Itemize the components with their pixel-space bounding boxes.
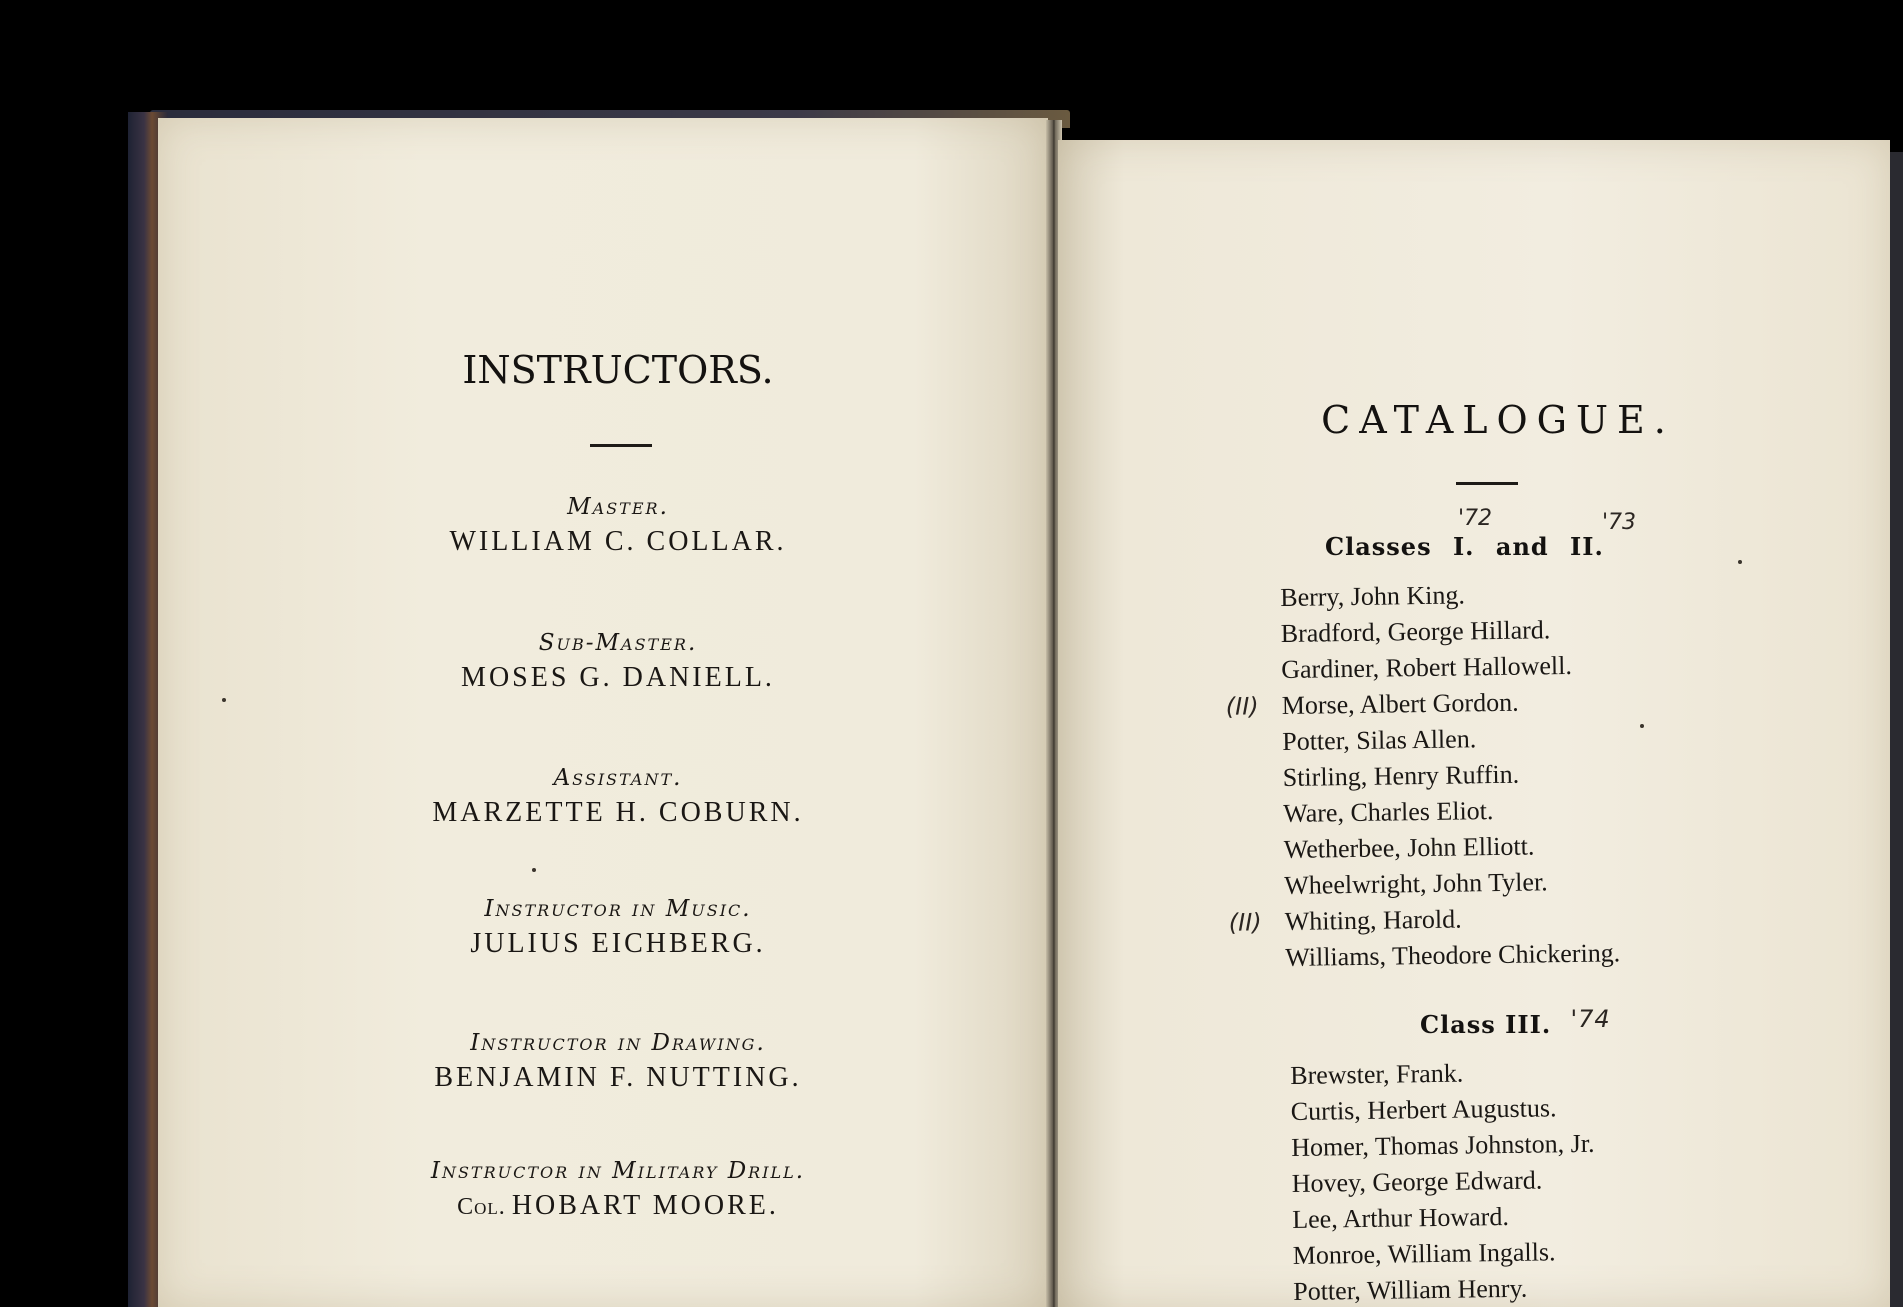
instructor-entry-military-drill <box>358 1158 878 1222</box>
instructor-name: BENJAMIN F. NUTTING. <box>434 1062 802 1093</box>
student-name: Ware, Charles Eliot. <box>1283 796 1494 828</box>
paper-speck <box>1640 724 1644 728</box>
student-name: Wheelwright, John Tyler. <box>1284 867 1548 900</box>
student-name: Potter, Silas Allen. <box>1282 724 1477 756</box>
class-iii-heading <box>1420 1005 1611 1039</box>
instructor-entry-drawing <box>358 1030 878 1094</box>
instructor-name-text: HOBART MOORE. <box>511 1190 779 1221</box>
list-item <box>1291 1090 1595 1130</box>
role-label: Sub-Master. <box>538 630 698 656</box>
handwritten-mark: (II) <box>1228 908 1262 937</box>
instructors-title: INSTRUCTORS. <box>462 348 774 392</box>
student-name: Lee, Arthur Howard. <box>1292 1201 1510 1234</box>
student-name: Hovey, George Edward. <box>1291 1165 1543 1198</box>
student-name: Whiting, Harold. <box>1284 904 1462 936</box>
catalogue-title-rule <box>1456 482 1518 485</box>
instructor-name: JULIUS EICHBERG. <box>470 928 766 959</box>
role-label: Assistant. <box>553 765 683 791</box>
list-item <box>1292 1198 1596 1238</box>
classes-word: Classes <box>1325 532 1432 561</box>
student-name: Monroe, William Ingalls. <box>1292 1237 1556 1270</box>
role-label: Instructor in Music. <box>484 896 752 922</box>
student-name: Brewster, Frank. <box>1290 1058 1464 1090</box>
list-item <box>1281 647 1616 688</box>
catalogue-title: CATALOGUE. <box>1321 398 1675 442</box>
student-name: Stirling, Henry Ruffin. <box>1282 759 1520 792</box>
list-item <box>1290 1054 1594 1094</box>
role-label: Master. <box>567 494 669 520</box>
list-item <box>1285 935 1620 976</box>
list-item <box>1293 1270 1597 1307</box>
class-iii-list <box>1290 1054 1597 1307</box>
student-name: Gardiner, Robert Hallowell. <box>1281 650 1573 684</box>
and-word: and <box>1495 532 1549 561</box>
student-name: Morse, Albert Gordon. <box>1281 687 1519 720</box>
instructor-entry-assistant <box>358 765 878 829</box>
handwritten-year-73: '73 <box>1602 510 1637 535</box>
classes-i-ii-heading <box>1325 532 1604 561</box>
paper-speck <box>222 698 226 702</box>
list-item <box>1284 863 1619 904</box>
instructor-entry-sub-master <box>358 630 878 694</box>
list-item <box>1282 719 1617 760</box>
list-item <box>1293 1234 1597 1274</box>
student-name: Williams, Theodore Chickering. <box>1285 938 1621 972</box>
list-item <box>1228 899 1620 940</box>
handwritten-year-72: '72 <box>1458 506 1493 531</box>
classes-i-ii-list <box>1225 575 1621 976</box>
student-name: Potter, William Henry. <box>1293 1273 1528 1306</box>
list-item <box>1284 827 1619 868</box>
student-name: Curtis, Herbert Augustus. <box>1290 1093 1557 1126</box>
paper-speck <box>532 868 536 872</box>
class-iii-label: Class III. <box>1420 1010 1552 1039</box>
list-item <box>1292 1162 1596 1202</box>
instructor-name <box>358 1190 878 1222</box>
instructor-entry-master <box>358 494 878 558</box>
paper-speck <box>1738 560 1742 564</box>
instructor-name: MARZETTE H. COBURN. <box>432 797 804 828</box>
class-numeral-i: I. <box>1452 532 1475 561</box>
right-page <box>1058 140 1890 1307</box>
list-item <box>1283 755 1618 796</box>
list-item <box>1283 791 1618 832</box>
role-label: Instructor in Drawing. <box>470 1030 766 1056</box>
book-cover-right-edge <box>1888 152 1903 1307</box>
student-name: Berry, John King. <box>1280 580 1466 612</box>
handwritten-year-74: '74 <box>1570 1005 1611 1033</box>
list-item <box>1281 611 1616 652</box>
student-name: Bradford, George Hillard. <box>1280 615 1551 648</box>
handwritten-mark: (II) <box>1225 692 1259 721</box>
list-item <box>1280 575 1615 616</box>
class-numeral-ii: II. <box>1570 532 1604 561</box>
list-item <box>1291 1126 1595 1166</box>
instructor-name: MOSES G. DANIELL. <box>461 662 775 693</box>
student-name: Homer, Thomas Johnston, Jr. <box>1291 1128 1595 1162</box>
role-label: Instructor in Military Drill. <box>430 1158 806 1184</box>
left-page <box>158 118 1048 1307</box>
student-name: Wetherbee, John Elliott. <box>1283 831 1535 864</box>
instructor-name: WILLIAM C. COLLAR. <box>449 526 787 557</box>
list-item <box>1225 683 1617 724</box>
rank-prefix: Col. <box>457 1194 506 1220</box>
instructor-entry-music <box>358 896 878 960</box>
instructors-title-rule <box>590 444 652 447</box>
